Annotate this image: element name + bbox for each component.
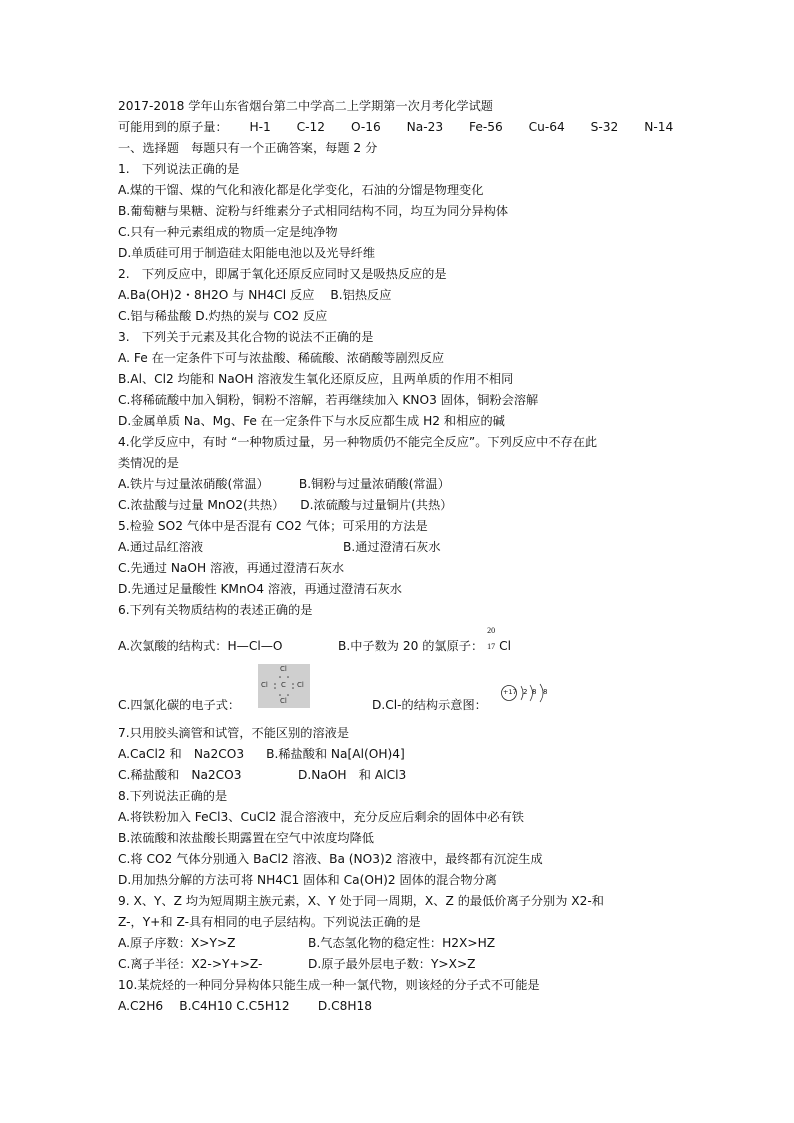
ccl4-cl-right: Cl: [297, 681, 304, 689]
atomic-mass-n: N-14: [644, 120, 674, 134]
q1-option-d: D.单质硅可用于制造硅太阳能电池以及光导纤维: [118, 246, 376, 260]
q2-stem: 2. 下列反应中，即属于氧化还原反应同时又是吸热反应的是: [118, 267, 447, 281]
q10-stem: 10.某烷烃的一种同分异构体只能生成一种一氯代物，则该烃的分子式不可能是: [118, 978, 540, 992]
isotope-mass-number: 20: [487, 626, 496, 635]
q10-options: A.C2H6 B.C4H10 C.C5H12 D.C8H18: [118, 999, 373, 1013]
q7-option-a: A.CaCl2 和 Na2CO3: [118, 747, 245, 761]
q3-option-b: B.Al、Cl2 均能和 NaOH 溶液发生氧化还原反应，且两单质的作用不相同: [118, 372, 514, 386]
atomic-mass-cu: Cu-64: [528, 120, 565, 134]
q9-stem-line1: 9. X、Y、Z 均为短周期主族元素，X、Y 处于同一周期，X、Z 的最低价离子分别为 X2-和: [118, 894, 604, 908]
q8-stem: 8.下列说法正确的是: [118, 789, 228, 803]
atomic-mass-na: Na-23: [406, 120, 444, 134]
q2-option-ab: [118, 287, 391, 303]
q3-option-d: D.金属单质 Na、Mg、Fe 在一定条件下与水反应都生成 H2 和相应的碱: [118, 414, 505, 428]
q8-option-c: C.将 CO2 气体分别通入 BaCl2 溶液、Ba (NO3)2 溶液中，最终都有沉淀生成: [118, 852, 543, 866]
q4-option-c: C.浓盐酸与过量 MnO2(共热）: [118, 498, 285, 512]
q4-option-ab: [118, 476, 450, 492]
q7-option-c: C.稀盐酸和 Na2CO3: [118, 768, 242, 782]
atomic-mass-h: H-1: [249, 120, 271, 134]
section-heading: 一、选择题 每题只有一个正确答案，每题 2 分: [118, 141, 378, 155]
q5-option-c: C.先通过 NaOH 溶液，再通过澄清石灰水: [118, 561, 345, 575]
chloride-nucleus-charge: +17: [503, 688, 517, 696]
chloride-shell-1: 2: [523, 688, 528, 696]
q9-option-a: A.原子序数：X>Y>Z: [118, 936, 236, 950]
q9-option-d: D.原子最外层电子数：Y>X>Z: [308, 957, 476, 971]
atomic-mass-o: O-16: [350, 120, 381, 134]
ccl4-cl-top: Cl: [280, 665, 287, 673]
q7-option-b: B.稀盐酸和 Na[Al(OH)4]: [266, 747, 405, 761]
atomic-mass-s: S-32: [590, 120, 619, 134]
q4-option-d: D.浓硫酸与过量铜片(共热）: [300, 498, 453, 512]
q5-option-a: A.通过品红溶液: [118, 540, 204, 554]
isotope-atomic-number: 17: [487, 642, 496, 651]
q6-stem: 6.下列有关物质结构的表述正确的是: [118, 603, 313, 617]
atomic-mass-label: 可能用到的原子量：: [118, 120, 228, 134]
chloride-ion-structure-diagram: [500, 682, 550, 704]
q1-option-c: C.只有一种元素组成的物质一定是纯净物: [118, 225, 338, 239]
atomic-mass-line: [118, 119, 673, 135]
q6-option-c: C.四氯化碳的电子式：: [118, 698, 241, 712]
q4-option-b: B.铜粉与过量浓硝酸(常温）: [298, 477, 450, 491]
q7-option-ab: [118, 746, 405, 762]
q5-option-d: D.先通过足量酸性 KMnO4 溶液，再通过澄清石灰水: [118, 582, 402, 596]
chlorine-isotope-notation: [487, 626, 511, 654]
chloride-shell-3: 8: [543, 688, 548, 696]
q8-option-a: A.将铁粉加入 FeCl3、CuCl2 混合溶液中，充分反应后剩余的固体中必有铁: [118, 810, 524, 824]
q1-option-b: B.葡萄糖与果糖、淀粉与纤维素分子式相同结构不同，均互为同分异构体: [118, 204, 509, 218]
q4-stem-line1: 4.化学反应中，有时 “一种物质过量，另一种物质仍不能完全反应”。下列反应中不存在此: [118, 435, 598, 449]
q3-option-c: C.将稀硫酸中加入铜粉，铜粉不溶解，若再继续加入 KNO3 固体，铜粉会溶解: [118, 393, 539, 407]
q2-option-a: A.Ba(OH)2・8H2O 与 NH4Cl 反应: [118, 288, 315, 302]
q2-option-b: B.铝热反应: [330, 288, 392, 302]
ccl4-electron-formula-image: [258, 664, 310, 708]
q3-stem: 3. 下列关于元素及其化合物的说法不正确的是: [118, 330, 374, 344]
ccl4-cl-left: Cl: [261, 681, 268, 689]
q8-option-d: D.用加热分解的方法可将 NH4C1 固体和 Ca(OH)2 固体的混合物分离: [118, 873, 497, 887]
q4-option-a: A.铁片与过量浓硝酸(常温）: [118, 477, 269, 491]
q4-stem-line2: 类情况的是: [118, 456, 179, 470]
q9-option-c: C.离子半径：X2->Y+>Z-: [118, 957, 263, 971]
q1-stem: 1. 下列说法正确的是: [118, 162, 240, 176]
q6-option-d: D.Cl-的结构示意图：: [372, 698, 487, 712]
ccl4-cl-bottom: Cl: [280, 697, 287, 705]
q3-option-a: A. Fe 在一定条件下可与浓盐酸、稀硫酸、浓硝酸等剧烈反应: [118, 351, 445, 365]
chloride-shell-2: 8: [532, 688, 537, 696]
q7-stem: 7.只用胶头滴管和试管，不能区别的溶液是: [118, 726, 350, 740]
q1-option-a: A.煤的干馏、煤的气化和液化都是化学变化，石油的分馏是物理变化: [118, 183, 484, 197]
q6-option-a: A.次氯酸的结构式：H—Cl—O: [118, 639, 283, 653]
q5-option-b: B.通过澄清石灰水: [343, 540, 441, 554]
q8-option-b: B.浓硫酸和浓盐酸长期露置在空气中浓度均降低: [118, 831, 374, 845]
atomic-mass-fe: Fe-56: [469, 120, 503, 134]
q7-option-d: D.NaOH 和 AlCl3: [298, 768, 407, 782]
q9-stem-line2: Z-，Y+和 Z-具有相同的电子层结构。下列说法正确的是: [118, 915, 421, 929]
isotope-symbol: Cl: [499, 639, 511, 653]
q9-option-b: B.气态氢化物的稳定性：H2X>HZ: [308, 936, 496, 950]
q4-option-cd: [118, 497, 452, 513]
q2-option-cd: C.铝与稀盐酸 D.灼热的炭与 CO2 反应: [118, 309, 328, 323]
exam-title: 2017-2018 学年山东省烟台第二中学高二上学期第一次月考化学试题: [118, 99, 493, 113]
q6-option-b-text: B.中子数为 20 的氯原子：: [338, 639, 484, 653]
q6-option-b: [338, 626, 511, 654]
ccl4-c-center: C: [281, 681, 286, 689]
q5-stem: 5.检验 SO2 气体中是否混有 CO2 气体；可采用的方法是: [118, 519, 428, 533]
atomic-mass-c: C-12: [296, 120, 326, 134]
